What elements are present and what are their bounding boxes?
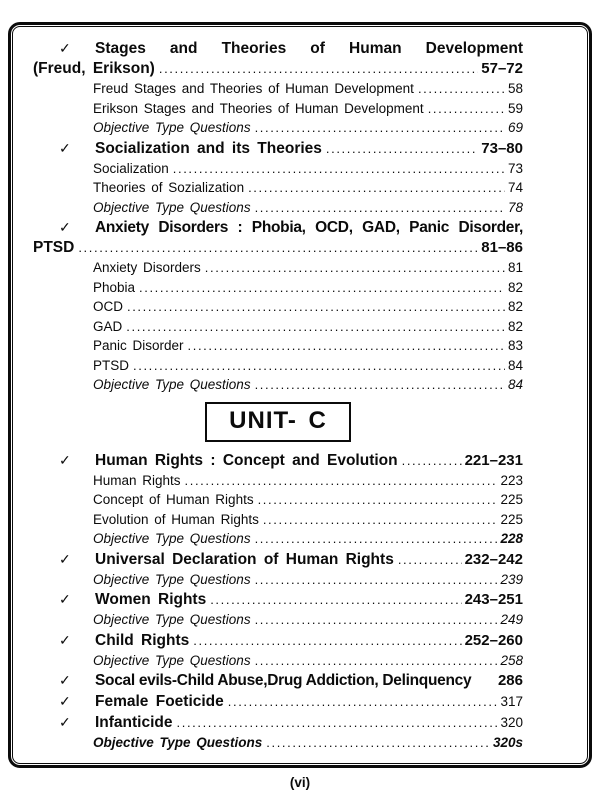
chapter-title: Female Foeticide — [95, 693, 224, 710]
toc-chapter-entry — [33, 138, 523, 159]
toc-subtopic-entry-label: Anxiety Disorders — [93, 260, 201, 275]
unit-heading: UNIT- C — [205, 402, 351, 442]
toc-subtopic-entry-label: PTSD — [93, 357, 130, 373]
dot-leader — [255, 198, 505, 218]
checkmark-icon — [33, 589, 95, 609]
dot-leader — [428, 99, 505, 119]
chapter-title: Human Rights : Concept and Evolution — [95, 451, 398, 469]
toc-subtopic-entry — [33, 471, 523, 491]
toc-subtopic-entry — [33, 297, 523, 317]
chapter-page-range: 243–251 — [464, 591, 523, 608]
dot-leader — [127, 297, 505, 317]
checkmark-icon — [33, 630, 95, 650]
toc-subtopic-entry-page: 59 — [507, 100, 523, 116]
checkmark-icon — [33, 549, 95, 569]
objective-questions-entry-label: Objective Type Questions — [93, 735, 263, 750]
checkmark-icon — [33, 450, 95, 470]
checkmark-icon — [33, 217, 95, 237]
toc-chapter-entry — [33, 549, 523, 570]
dot-leader — [210, 590, 461, 610]
objective-questions-entry-page: 228 — [500, 531, 523, 546]
objective-questions-entry-page: 249 — [500, 612, 523, 627]
dot-leader — [177, 713, 498, 733]
toc-subtopic-entry-label: Erikson Stages and Theories of Human Development — [93, 100, 424, 116]
objective-questions-entry — [33, 570, 523, 590]
objective-questions-entry — [33, 733, 523, 753]
dot-leader — [255, 570, 498, 590]
chapter-page-range: 320 — [500, 715, 523, 730]
toc-subtopic-entry-page: 82 — [507, 318, 523, 334]
chapter-title-continuation: (Freud, Erikson) — [33, 60, 155, 77]
chapter-title-continuation: PTSD — [33, 239, 75, 256]
toc-subtopic-entry-label: Concept of Human Rights — [93, 492, 254, 507]
toc-subtopic-entry — [33, 490, 523, 510]
dot-leader — [255, 610, 498, 630]
toc-chapter-entry — [33, 589, 523, 610]
dot-leader — [402, 451, 462, 471]
toc-subtopic-entry-page: 84 — [507, 357, 523, 373]
toc-subtopic-entry-label: Human Rights — [93, 472, 181, 488]
toc-subtopic-entry — [33, 178, 523, 198]
toc-subtopic-entry-label: OCD — [93, 299, 123, 314]
toc-subtopic-entry-page: 225 — [500, 511, 523, 527]
page-number: (vi) — [289, 775, 311, 790]
toc-subtopic-entry — [33, 510, 523, 530]
toc-subtopic-entry-label: Phobia — [93, 279, 136, 295]
toc-subtopic-entry-page: 223 — [500, 472, 523, 488]
objective-questions-entry-label: Objective Type Questions — [93, 571, 251, 587]
objective-questions-entry-label: Objective Type Questions — [93, 377, 251, 392]
objective-questions-entry — [33, 651, 523, 671]
chapter-title: Socialization and its Theories — [95, 139, 322, 157]
dot-leader — [263, 510, 498, 530]
toc-subtopic-entry — [33, 258, 523, 278]
toc-list — [33, 38, 523, 760]
objective-questions-entry-label: Objective Type Questions — [93, 652, 251, 668]
page-border-frame — [8, 22, 592, 768]
dot-leader — [258, 490, 498, 510]
chapter-page-range: 317 — [500, 694, 523, 709]
checkmark-icon — [33, 691, 95, 711]
toc-chapter-entry — [33, 38, 523, 59]
objective-questions-entry-page: 84 — [507, 377, 523, 392]
toc-subtopic-entry-page: 73 — [507, 160, 523, 176]
dot-leader — [266, 733, 490, 753]
toc-chapter-entry — [33, 712, 523, 733]
dot-leader — [255, 118, 505, 138]
dot-leader — [78, 238, 478, 258]
toc-subtopic-entry-page: 83 — [507, 338, 523, 353]
toc-chapter-entry — [33, 691, 523, 712]
toc-subtopic-entry-label: Socialization — [93, 160, 169, 176]
toc-subtopic-entry-page: 225 — [500, 492, 523, 507]
toc-subtopic-entry-page: 58 — [507, 81, 523, 96]
dot-leader — [326, 139, 478, 159]
chapter-page-range: 232–242 — [464, 550, 523, 568]
toc-chapter-entry — [33, 630, 523, 651]
toc-subtopic-entry-label: Theories of Sozialization — [93, 180, 245, 195]
toc-subtopic-entry — [33, 278, 523, 298]
toc-subtopic-entry — [33, 317, 523, 337]
objective-questions-entry-label: Objective Type Questions — [93, 531, 251, 546]
chapter-title: Stages and Theories of Human Development — [95, 40, 523, 57]
checkmark-icon — [33, 38, 95, 58]
objective-questions-entry-label: Objective Type Questions — [93, 120, 251, 135]
objective-questions-entry-page: 239 — [500, 571, 523, 587]
toc-subtopic-entry-page: 82 — [507, 279, 523, 295]
objective-questions-entry-page: 258 — [500, 652, 523, 668]
objective-questions-entry-page: 78 — [507, 199, 523, 215]
toc-subtopic-entry-label: Evolution of Human Rights — [93, 511, 259, 527]
dot-leader — [133, 356, 505, 376]
chapter-page-range: 57–72 — [481, 60, 523, 77]
dot-leader — [228, 692, 498, 712]
objective-questions-entry-label: Objective Type Questions — [93, 612, 251, 627]
toc-chapter-entry-continuation — [33, 238, 523, 258]
toc-chapter-entry — [33, 450, 523, 471]
toc-subtopic-entry-page: 74 — [507, 180, 523, 195]
dot-leader — [418, 79, 505, 99]
objective-questions-entry — [33, 375, 523, 395]
chapter-page-range: 286 — [497, 672, 523, 689]
dot-leader — [255, 529, 498, 549]
checkmark-icon — [33, 712, 95, 732]
chapter-title: Infanticide — [95, 714, 173, 731]
checkmark-icon — [33, 670, 95, 690]
objective-questions-entry — [33, 529, 523, 549]
toc-chapter-entry — [33, 670, 523, 691]
toc-subtopic-entry-label: GAD — [93, 318, 123, 334]
chapter-title: Anxiety Disorders : Phobia, OCD, GAD, Panic Disorder, — [95, 219, 523, 236]
objective-questions-entry-label: Objective Type Questions — [93, 199, 251, 215]
toc-subtopic-entry-page: 81 — [507, 260, 523, 275]
chapter-page-range: 73–80 — [481, 139, 523, 157]
dot-leader — [185, 471, 498, 491]
objective-questions-entry-page: 69 — [507, 120, 523, 135]
toc-subtopic-entry — [33, 356, 523, 376]
chapter-title: Universal Declaration of Human Rights — [95, 550, 394, 568]
objective-questions-entry — [33, 118, 523, 138]
dot-leader — [205, 258, 505, 278]
dot-leader — [248, 178, 505, 198]
objective-questions-entry — [33, 610, 523, 630]
dot-leader — [188, 336, 505, 356]
objective-questions-entry-page: 320s — [492, 735, 523, 750]
chapter-title: Child Rights — [95, 631, 190, 649]
toc-subtopic-entry-page: 82 — [507, 299, 523, 314]
chapter-page-range: 221–231 — [464, 451, 523, 469]
dot-leader — [173, 159, 505, 179]
toc-subtopic-entry — [33, 79, 523, 99]
toc-subtopic-entry-label: Freud Stages and Theories of Human Development — [93, 81, 414, 96]
chapter-page-range: 81–86 — [481, 239, 523, 256]
dot-leader — [159, 59, 478, 79]
dot-leader — [398, 550, 462, 570]
objective-questions-entry — [33, 198, 523, 218]
chapter-title: Socal evils-Child Abuse,Drug Addiction, Delinquency — [95, 672, 472, 689]
toc-chapter-entry-continuation — [33, 59, 523, 79]
chapter-page-range: 252–260 — [464, 631, 523, 649]
toc-subtopic-entry-label: Panic Disorder — [93, 338, 184, 353]
dot-leader — [193, 631, 461, 651]
toc-subtopic-entry — [33, 336, 523, 356]
toc-subtopic-entry — [33, 159, 523, 179]
dot-leader — [126, 317, 505, 337]
checkmark-icon — [33, 138, 95, 158]
unit-heading-row — [33, 402, 523, 442]
toc-chapter-entry — [33, 217, 523, 238]
chapter-title: Women Rights — [95, 591, 207, 608]
dot-leader — [139, 278, 505, 298]
dot-leader — [255, 375, 505, 395]
toc-subtopic-entry — [33, 99, 523, 119]
dot-leader — [255, 651, 498, 671]
